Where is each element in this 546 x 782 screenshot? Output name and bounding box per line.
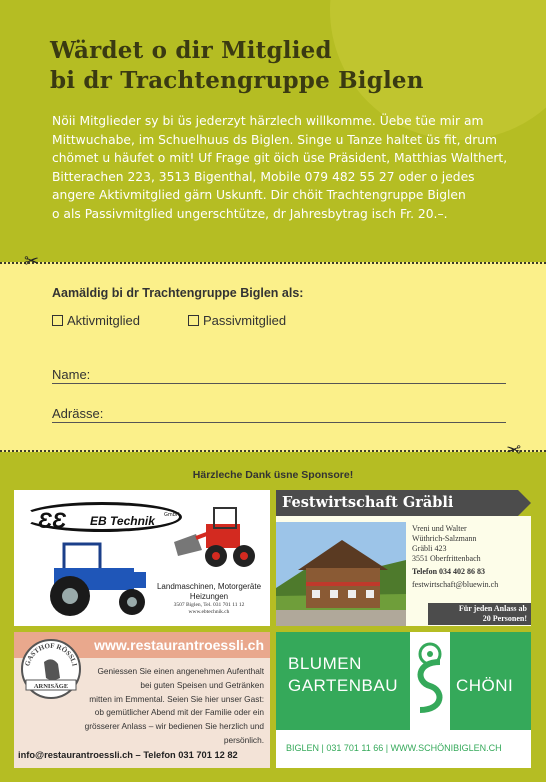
eb-desc-line: Heizungen [189,592,229,601]
headline-line-1: Wärdet o dir Mitglied [50,37,332,64]
ad-restaurant-roessli [14,632,270,768]
intro-line: Nöii Mitglieder sy bi üs jederzyt härzlech willkomme. Üebe tüe mir am [52,114,484,128]
rr-footer: info@restaurantroessli.ch – Telefon 031 701 12 82 [18,750,238,760]
eb-contact [152,602,266,616]
flower-s-logo [410,632,450,730]
fw-email: festwirtschaft@bluewin.ch [412,580,499,589]
intro-paragraph [52,112,522,223]
eb-suffix: GmbH [164,512,180,518]
bg-line-2: GARTENBAU [288,676,398,695]
eb-web: www.ebtechnik.ch [188,609,230,615]
eb-address: 3507 Biglen, Tel. 031 701 11 12 [173,602,245,608]
intro-line: Bitterachen 223, 3513 Bigenthal, Mobile 079 482 55 27 oder o jedes [52,169,475,184]
fw-notch [518,490,531,516]
fw-banner-line: 20 Personen! [482,614,527,623]
fw-header [276,490,531,516]
eb-logo-mark: ƐƐ [38,508,67,533]
intro-line: o als Passivmitglied ungerschtütze, dr Jahresbytrag isch Fr. 20.–. [52,206,448,221]
fw-owners-2: Wüthrich-Salzmann [412,534,477,543]
fw-title: Festwirtschaft Gräbli [282,494,454,511]
sponsors-title: Härzleche Dank üsne Sponsore! [192,469,354,481]
checkbox-box[interactable] [52,315,63,326]
fw-owners: Vreni und Walter [412,524,467,533]
address-field[interactable] [52,406,506,423]
fw-street: Gräbli 423 [412,544,447,553]
rr-text-line: ob gemütlicher Abend mit der Familie oder ein [94,707,264,718]
rr-text-line: mitten im Emmental. Seien Sie hier unser Gast: [89,693,264,704]
form-title: Aamäldig bi dr Trachtengruppe Biglen als: [52,286,304,300]
cut-line-bottom [0,450,546,452]
checkbox-box[interactable] [188,315,199,326]
checkbox-active-member[interactable] [52,313,140,328]
fw-city: 3551 Oberfrittenbach [412,554,481,563]
scissors-icon: ✂ [24,251,40,272]
wheel-loader-image [166,502,266,572]
svg-text:GASTHOF RÖSSLI: GASTHOF RÖSSLI [23,641,79,668]
fw-contact [412,524,498,590]
checkbox-label: Aktivmitglied [67,313,140,328]
name-label: Name: [52,367,91,382]
intro-line: chömet u häufet o mit! Uf Frage git öich üse Präsident, Matthias Walthert, [52,151,508,165]
rr-text-line: bei guten Speisen und Getränken [140,679,264,690]
fw-phone: Telefon 034 402 86 83 [412,567,486,576]
bg-line-1: BLUMEN [288,654,362,673]
eb-description [152,582,266,602]
intro-line: angere Aktivmitglied gärn Uskunft. Dir chöit Trachtengruppe Biglen [52,188,466,202]
cut-line-top [0,262,546,264]
rr-text-line: grösserer Anlass – wir bedienen Sie herzlich und persönlich. [84,721,264,745]
bg-footer: BIGLEN | 031 701 11 66 | WWW.SCHÖNIBIGLEN.CH [286,743,502,753]
scissors-icon: ✂ [506,440,522,461]
headline [50,36,424,96]
checkbox-label: Passivmitglied [203,313,287,328]
fw-banner [428,603,531,625]
ad-festwirtschaft [276,490,531,626]
intro-line: Mittwuchabe, im Schuelhuus ds Biglen. Singe u Tanze haltet üs fit, drum [52,132,498,147]
svg-text:ARNISÄGE: ARNISÄGE [33,683,69,690]
rr-url: www.restaurantroessli.ch [94,637,264,653]
ad-eb-technik [14,490,270,626]
fw-banner-line: Für jeden Anlass ab [458,604,527,613]
farmhouse-photo [276,522,406,626]
tractor-image [34,538,154,618]
name-field[interactable] [52,367,506,384]
rr-description [68,665,264,748]
eb-desc-line: Landmaschinen, Motorgeräte [156,582,262,591]
checkbox-passive-member[interactable] [188,313,286,328]
address-label: Adrässe: [52,406,104,421]
rr-text-line: Geniessen Sie einen angenehmen Aufenthalt [97,666,264,676]
ad-blumen-gartenbau [276,632,531,768]
eb-name: EB Technik [90,514,155,528]
headline-line-2: bi dr Trachtengruppe Biglen [50,67,424,94]
bg-name: CHÖNI [456,676,514,695]
